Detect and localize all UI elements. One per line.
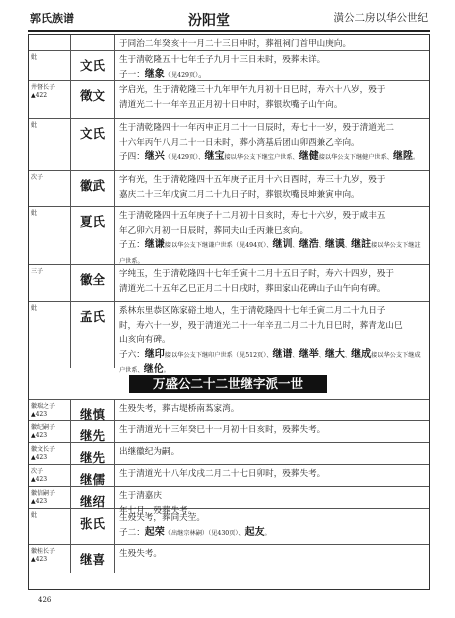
biography-line: 十六年丙午八月二十一日未时，葬小湾基后团山卯酉兼乙辛向。	[119, 137, 360, 148]
biography-line: 字启光，生于清乾隆三十九年甲午九月初十日巳时，寿六十八岁，殁于	[119, 85, 386, 95]
sons-label: 子六：	[119, 349, 145, 360]
son-name: 继谱	[272, 348, 293, 360]
relation-cell	[29, 35, 71, 50]
son-note: 接以华公支下继	[318, 154, 363, 162]
sons-label: 子五：	[119, 240, 145, 251]
son-name: 起友	[244, 526, 265, 538]
relation-cell	[29, 400, 71, 420]
son-name: 继註	[351, 239, 372, 251]
son-name: 起荣	[144, 526, 165, 538]
biography-line: 出继徽纪为嗣。	[119, 447, 180, 457]
relation-label: 妣	[31, 122, 38, 129]
son-name: 继象	[144, 68, 165, 80]
biography-cell	[115, 509, 429, 544]
son-name: 继健	[298, 151, 319, 163]
person-name: 文氏	[71, 119, 115, 170]
biography-cell	[115, 51, 429, 80]
sons-line	[119, 526, 425, 542]
relation-cell	[29, 487, 71, 508]
genealogy-row	[29, 545, 429, 573]
genealogy-row	[29, 400, 429, 421]
relation-cell	[29, 421, 71, 442]
biography-cell	[115, 400, 429, 420]
biography-line: 生于清道光十八年戊戌二月二十七日卯时，殁葬失考。	[119, 469, 326, 479]
biography-line: 字有光，生于清乾隆四十五年庚子正月十六日酉时，寿三十九岁，殁于	[119, 175, 386, 185]
person-name	[71, 35, 115, 50]
relation-label: 三子	[31, 268, 44, 275]
biography-line: 清道光二十一年辛丑正月初十日申时，葬银坎嘴子山午向。	[119, 99, 343, 110]
page-ref-marker: ▲423	[31, 556, 48, 564]
biography-line: 嘉庆二十三年戊寅二月二十九日子时，葬银坎嘴艮坤兼寅申向。	[119, 189, 360, 200]
relation-label: 妣	[31, 210, 38, 217]
person-name: 夏氏	[71, 207, 115, 264]
relation-cell	[29, 509, 71, 544]
son-name: 继宝	[204, 151, 225, 163]
page-ref-marker: ▲423	[31, 476, 48, 484]
relation-label: 妣	[31, 305, 38, 312]
person-name: 徽全	[71, 265, 115, 301]
person-name: 张氏	[71, 509, 115, 544]
person-name: 继慎	[71, 400, 115, 420]
relation-cell	[29, 545, 71, 573]
biography-line: 于同治二年癸亥十一月二十三日申时，葬祖祠门首甲山庚向。	[119, 39, 352, 49]
genealogy-row	[29, 465, 429, 487]
son-note: 、	[292, 242, 299, 250]
genealogy-row	[29, 487, 429, 516]
genealogy-table	[28, 34, 430, 590]
biography-line: 生于清道光十三年癸巳十一月初十日亥时，殁葬失考。	[119, 425, 326, 435]
son-note: 、	[292, 351, 299, 359]
relation-label: 妣	[31, 54, 38, 61]
relation-cell	[29, 171, 71, 206]
page-ref-marker: ▲423	[31, 432, 48, 440]
son-note: 健户世系、	[362, 154, 393, 162]
biography-line: 年七月，殁葬失考。	[119, 505, 197, 516]
son-name: 继谦	[144, 239, 165, 251]
son-note: 、	[318, 351, 325, 359]
son-note: 。	[163, 367, 170, 375]
person-name: 继先	[71, 421, 115, 442]
biography-line: 清道光二十五年乙巳正月二十日戌时，葬田家山花碑山子山午向有碑。	[119, 283, 386, 294]
biography-cell	[115, 171, 429, 206]
relation-label: 井督长子	[31, 84, 56, 91]
biography-line: 时，寿六十一岁，殁于清道光二十一年辛丑二月二十九日巳时，葬青龙山巳	[119, 320, 403, 331]
genealogy-row	[29, 443, 429, 465]
son-note: 、	[344, 242, 352, 250]
relation-cell	[29, 465, 71, 486]
relation-cell	[29, 119, 71, 170]
biography-cell	[115, 302, 429, 376]
genealogy-row	[29, 35, 429, 51]
page-ref-marker: ▲423	[31, 454, 48, 462]
biography-line: 生于清乾隆四十一年丙申正月二十一日辰时，寿七十一岁，殁于清道光二	[119, 123, 395, 133]
biography-cell	[115, 35, 429, 50]
page-ref-marker: ▲422	[31, 92, 48, 100]
header-rule	[28, 30, 430, 32]
son-name: 继举	[298, 348, 319, 360]
son-note: 。	[412, 154, 420, 162]
son-name: 继浩	[298, 239, 319, 251]
relation-label: 妣	[31, 512, 38, 519]
biography-cell	[115, 487, 429, 516]
relation-label: 徽信嗣子	[31, 490, 56, 497]
biography-cell	[115, 207, 429, 264]
biography-line: 山亥向有碑。	[119, 335, 171, 346]
son-note: 、	[318, 242, 325, 250]
relation-cell	[29, 265, 71, 301]
son-name: 继兴	[144, 151, 165, 163]
son-note: 接以华公支下继宝户世系、	[224, 154, 299, 162]
genealogy-row	[29, 171, 429, 207]
person-name: 继儒	[71, 465, 115, 486]
son-name: 继谟	[324, 239, 345, 251]
person-name: 继绍	[71, 487, 115, 508]
biography-line: 字纯玉，生于清乾隆四十七年壬寅十二月十五日子时，寿六十四岁，殁于	[119, 269, 395, 279]
son-note: （见429页）	[164, 71, 199, 79]
biography-cell	[115, 545, 429, 573]
genealogy-row	[29, 421, 429, 443]
biography-cell	[115, 465, 429, 486]
relation-label: 次子	[31, 468, 44, 475]
son-name: 继成	[351, 348, 372, 360]
genealogy-row	[29, 265, 429, 302]
header-right: 潢公二房以华公世纪	[333, 12, 428, 24]
generation-banner: 万盛公二十二世继字派一世	[129, 375, 327, 393]
son-note: 接以华公支下继印户世系（见512页）、	[164, 351, 273, 359]
page-number: 426	[38, 596, 52, 604]
header-center: 汾阳堂	[188, 13, 230, 29]
biography-line: 生殁失考。	[119, 549, 162, 559]
relation-cell	[29, 81, 71, 118]
relation-label: 徽文长子	[31, 446, 56, 453]
biography-cell	[115, 265, 429, 301]
person-name: 继先	[71, 443, 115, 464]
biography-line: 生于清乾隆五十七年壬子九月十三日未时，殁葬未详。	[119, 55, 326, 65]
biography-cell	[115, 443, 429, 464]
biography-line: 系林东里恭区陈家硲土地人，生于清乾隆四十七年壬寅二月二十九日子	[119, 306, 386, 316]
biography-line: 年乙卯六月初一日辰时，葬同夫山壬丙兼巳亥向。	[119, 225, 309, 236]
son-name: 继印	[144, 348, 165, 360]
biography-line: 生于清乾隆四十五年庚子十二月初十日亥时，寿七十六岁，殁于咸丰五	[119, 211, 386, 221]
son-note: 接以华公支下继註户世系。	[119, 242, 421, 265]
son-note: （见429页）、	[164, 154, 205, 162]
banner-row	[29, 368, 429, 400]
relation-label: 徽瑞之子	[31, 403, 56, 410]
page-header	[28, 10, 430, 32]
genealogy-row	[29, 302, 429, 376]
sons-label: 子二：	[119, 527, 145, 538]
relation-cell	[29, 302, 71, 368]
genealogy-row	[29, 509, 429, 545]
sons-label: 子一：	[119, 69, 145, 80]
person-name: 徽武	[71, 171, 115, 206]
genealogy-row	[29, 51, 429, 81]
page-ref-marker: ▲423	[31, 498, 48, 506]
son-note: （出继宗林嗣）（见430页）、	[164, 529, 245, 537]
person-name: 文氏	[71, 51, 115, 80]
relation-label: 徽桂长子	[31, 548, 56, 555]
biography-line: 生殁失考，葬同夫茔。	[119, 513, 205, 523]
son-note: 接以华公支下继谦户世系（见494页）、	[164, 242, 273, 250]
biography-line: 生于清嘉庆	[119, 491, 162, 501]
relation-cell	[29, 443, 71, 464]
header-left: 郭氏族谱	[30, 12, 74, 25]
son-name: 继训	[272, 239, 293, 251]
biography-cell	[115, 119, 429, 170]
page-ref-marker: ▲423	[31, 411, 48, 419]
relation-label: 次子	[31, 174, 44, 181]
person-name: 继喜	[71, 545, 115, 573]
son-name: 继伦	[143, 364, 164, 376]
genealogy-row	[29, 81, 429, 119]
relation-cell	[29, 51, 71, 80]
biography-cell	[115, 81, 429, 118]
person-name: 孟氏	[71, 302, 115, 368]
son-note: 。	[264, 529, 271, 537]
sons-line	[119, 150, 425, 166]
biography-cell	[115, 421, 429, 442]
sons-label: 子四：	[119, 152, 145, 163]
sons-tail: 。	[198, 69, 207, 80]
biography-line: 生殁失考，葬古堤桥南蒍家湾。	[119, 404, 240, 414]
son-note: 、	[344, 351, 352, 359]
relation-label: 徽纪嗣子	[31, 424, 56, 431]
son-name: 继大	[324, 348, 345, 360]
relation-cell	[29, 207, 71, 264]
son-note: 接以华公支下继成户世系、	[119, 351, 421, 375]
genealogy-row	[29, 207, 429, 265]
son-name: 继陞	[392, 151, 413, 163]
person-name: 徵文	[71, 81, 115, 118]
genealogy-row	[29, 119, 429, 171]
